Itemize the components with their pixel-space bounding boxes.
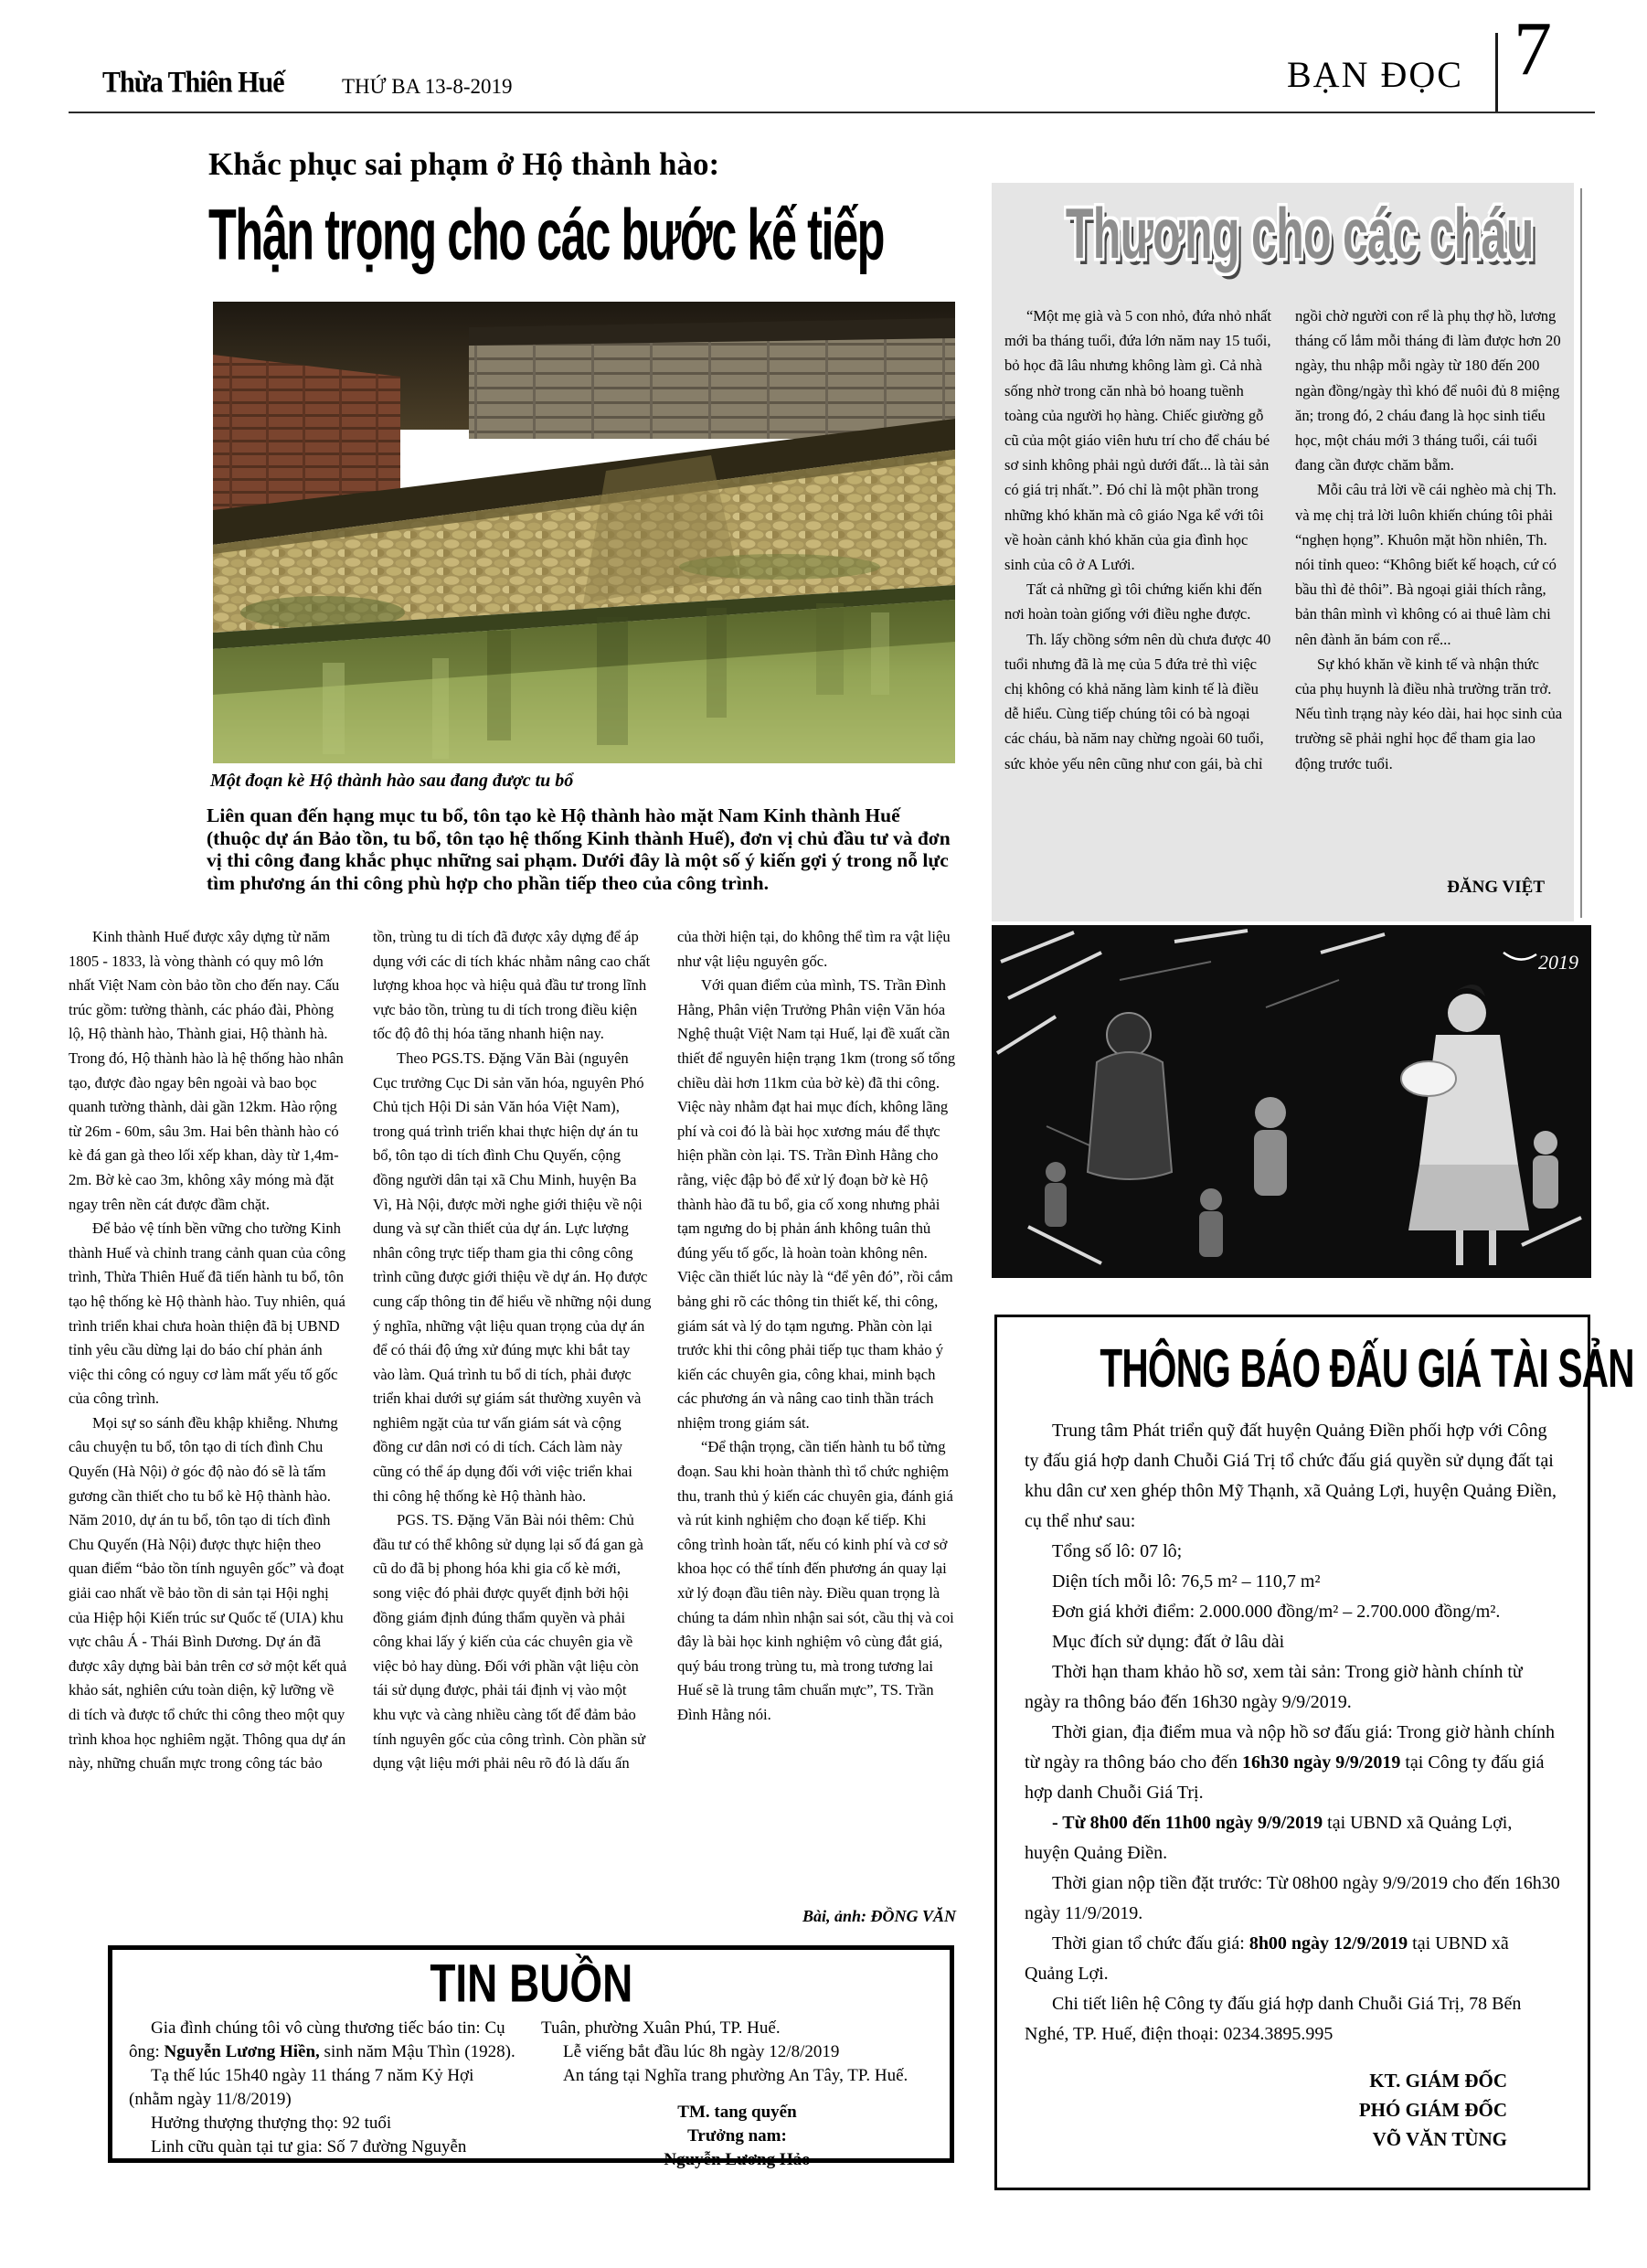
signature-line: Nguyễn Lương Hảo <box>664 2150 811 2169</box>
obituary-signature-block <box>541 2101 933 2172</box>
auction-signature-block <box>1025 2066 1560 2154</box>
signature-line: PHÓ GIÁM ĐỐC <box>1358 2099 1507 2121</box>
article-byline: Bài, ảnh: ĐỒNG VĂN <box>802 1907 956 1925</box>
article-lead: Liên quan đến hạng mục tu bổ, tôn tạo kè Hộ thành hào mặt Nam Kinh thành Huế (thuộc dự án Bảo tồn, tu bổ, tôn tạo hệ thống Kinh thành Huế), đơn vị chủ đầu tư và đơn vị thi công đang khắc phục những sai phạm. Dưới đây là một số ý kiến gợi ý trong nỗ lực tìm phương án thi công phù hợp cho phần tiếp theo của công trình. <box>207 804 951 894</box>
body-paragraph: Theo PGS.TS. Đặng Văn Bài (nguyên Cục trưởng Cục Di sản văn hóa, nguyên Phó Chủ tịch Hội Di sản Văn hóa Việt Nam), trong quá trình triển khai thực hiện dự án tu bổ, tôn tạo di tích đình Chu Quyến, cộng đồng người dân tại xã Chu Minh, huyện Ba Vì, Hà Nội, được mời nghe giới thiệu về nội dung và sự cần thiết của dự án. Lực lượng nhân công trực tiếp tham gia thi công công trình cũng được giới thiệu về dự án. Họ được cung cấp thông tin để hiểu về những nội dung ý nghĩa, những vật liệu quan trọng của dự án để có thái độ ứng xử đúng mực khi bắt tay vào làm. Quá trình tu bổ di tích, phải được triển khai dưới sự giám sát thường xuyên và nghiêm ngặt của tư vấn giám sát và cộng đồng cư dân nơi có di tích. Cách làm này cũng có thể áp dụng đối với việc triển khai thi công hệ thống kè Hộ thành hào. <box>373 1049 652 1505</box>
illustration-year-mark: 2019 <box>1538 951 1578 974</box>
obituary-columns <box>129 2017 933 2172</box>
body-paragraph: PGS. TS. Đặng Văn Bài nói thêm: Chủ đầu tư có thể không sử dụng lại số đá gan gà cũ do đã bị phong hóa khi gia cố kè mới, song việc đó phải được quyết định bởi hội đồng giám định đúng thẩm quyền và phải công khai lấy ý kiến của các chuyên gia về việc bỏ hay dùng. Đối với phần vật liệu còn tái sử dụng được, phải tái định vị vào một khu vực và càng nhiều càng tốt để đảm bảo tính nguyên gốc của công trình. Còn phần sử dụng vật liệu mới phải nêu rõ đó là dấu ấn của thời hiện tại, do không thể tìm ra vật liệu như vật liệu nguyên gốc. <box>373 928 951 1773</box>
signature-line: Trưởng nam: <box>687 2126 787 2146</box>
obituary-title <box>129 1952 933 2014</box>
obituary-paragraph: Tuân, phường Xuân Phú, TP. Huế. <box>541 2018 781 2038</box>
header-divider-bar <box>1495 33 1498 113</box>
auction-paragraph: Trung tâm Phát triển quỹ đất huyện Quảng Điền phối hợp với Công ty đấu giá hợp danh Chuỗi Giá Trị tổ chức đấu giá quyền sử dụng đất tại khu dân cư xen ghép thôn Mỹ Thạnh, xã Quảng Lợi, huyện Quảng Điền, cụ thể như sau: <box>1025 1421 1557 1531</box>
auction-paragraph: Thời gian, địa điểm mua và nộp hồ sơ đấu giá: Trong giờ hành chính từ ngày ra thông báo cho đến 16h30 ngày 9/9/2019 tại Công ty đấu giá hợp danh Chuỗi Giá Trị. <box>1025 1722 1555 1803</box>
obituary-paragraph: Linh cữu quàn tại tư gia: Số 7 đường Nguyễn <box>151 2137 467 2156</box>
signature-line: VÕ VĂN TÙNG <box>1372 2128 1507 2150</box>
illustration <box>992 925 1591 1278</box>
auction-paragraph: Diện tích mỗi lô: 76,5 m² – 110,7 m² <box>1052 1571 1321 1592</box>
auction-paragraph: - Từ 8h00 đến 11h00 ngày 9/9/2019 tại UBND xã Quảng Lợi, huyện Quảng Điền. <box>1025 1813 1513 1863</box>
issue-date: THỨ BA 13-8-2019 <box>342 75 513 98</box>
auction-paragraph: Thời hạn tham khảo hồ sơ, xem tài sản: Trong giờ hành chính từ ngày ra thông báo đến 16h30 ngày 9/9/2019. <box>1025 1662 1523 1712</box>
auction-paragraph: Chi tiết liên hệ Công ty đấu giá hợp danh Chuỗi Giá Trị, 78 Bến Nghé, TP. Huế, điện thoại: 0234.3895.995 <box>1025 1994 1522 2044</box>
article-headline-text: Thận trọng cho các bước kế tiếp <box>208 195 885 275</box>
reader-letter-headline <box>992 192 1574 273</box>
masthead-logo: Thừa Thiên Huế <box>102 66 284 100</box>
signature-line: KT. GIÁM ĐỐC <box>1369 2070 1507 2092</box>
obituary-box <box>108 1945 954 2169</box>
letter-paragraph: Mỗi câu trả lời về cái nghèo mà chị Th. và mẹ chị trả lời luôn khiến chúng tôi phải “nghẹn họng”. Khuôn mặt hồn nhiên, Th. nói tỉnh queo: “Không biết kế hoạch, cứ có bầu thì đẻ thôi”. Bà ngoại giải thích rằng, bản thân mình vì không có ai thuê làm chi nên đành ăn bám con rể... <box>1295 481 1557 648</box>
obituary-title-text: TIN BUỒN <box>430 1953 632 2014</box>
illustration-drawing <box>992 925 1591 1278</box>
obituary-right-column <box>541 2017 933 2172</box>
signature-line: TM. tang quyến <box>677 2103 797 2122</box>
auction-paragraph: Thời gian tổ chức đấu giá: 8h00 ngày 12/9/2019 tại UBND xã Quảng Lợi. <box>1025 1933 1509 1984</box>
auction-paragraph: Tổng số lô: 07 lô; <box>1052 1541 1183 1561</box>
auction-notice-title <box>1025 1337 1634 1400</box>
letter-paragraph: Th. lấy chồng sớm nên dù chưa được 40 tuổi nhưng đã là mẹ của 5 đứa trẻ thì việc chị không có khả năng làm kinh tế là điều dễ hiểu. Cùng tiếp chúng tôi có bà ngoại các cháu, bà năm nay chừng ngoài 60 tuổi, sức khỏe yếu nên cũng như con gái, bà chỉ ngồi chờ người con rể là phụ thợ hồ, lương tháng cố lắm mỗi tháng đi làm được hơn 20 ngày, thu nhập mỗi ngày từ 180 đến 200 ngàn đồng/ngày thì khó để nuôi đủ 8 miệng ăn; trong đó, 2 cháu đang là học sinh tiểu học, một cháu mới 3 tháng tuổi, cái tuổi đang cần được chăm bẵm. <box>1004 307 1561 772</box>
auction-paragraph: Thời gian nộp tiền đặt trước: Từ 08h00 ngày 9/9/2019 cho đến 16h30 ngày 11/9/2019. <box>1025 1873 1560 1923</box>
reader-letter-headline-text: Thương cho các cháu <box>1065 193 1534 273</box>
article-body <box>69 925 956 1909</box>
photo-caption: Một đoạn kè Hộ thành hào sau đang được tu bổ <box>210 771 574 791</box>
header-rule <box>69 112 1595 113</box>
obituary-paragraph: Hưởng thượng thượng thọ: 92 tuổi <box>151 2114 392 2133</box>
letter-paragraph: Tất cả những gì tôi chứng kiến khi đến nơi hoàn toàn giống với điều nghe được. <box>1004 580 1262 623</box>
reader-letter-body <box>1004 303 1564 870</box>
auction-notice-title-text: THÔNG BÁO ĐẤU GIÁ TÀI SẢN <box>1100 1338 1634 1400</box>
obituary-paragraph: An táng tại Nghĩa trang phường An Tây, TP. Huế. <box>563 2066 909 2085</box>
letter-paragraph: Sự khó khăn về kinh tế và nhận thức của phụ huynh là điều nhà trường trăn trở. Nếu tình trạng này kéo dài, hai học sinh của trường sẽ phải nghỉ học để tham gia lao động trước tuổi. <box>1295 655 1563 772</box>
column-rule <box>1580 188 1582 918</box>
section-title: BẠN ĐỌC <box>1287 54 1463 95</box>
body-paragraph: Mọi sự so sánh đều khập khiễng. Nhưng câu chuyện tu bổ, tôn tạo di tích đình Chu Quyến (Hà Nội) ở góc độ nào đó sẽ là tấm gương cần thiết cho tu bổ kè Hộ thành hào. Năm 2010, dự án tu bổ, tôn tạo di tích đình Chu Quyến (Hà Nội) được thực hiện theo quan điểm “bảo tồn tính nguyên gốc” và đoạt giải cao nhất về bảo tồn di sản tại Hội nghị của Hiệp hội Kiến trúc sư Quốc tế (UIA) khu vực châu Á - Thái Bình Dương. Dự án đã được xây dựng bài bản trên cơ sở một kết quả khảo sát, nghiên cứu toàn diện, kỹ lưỡng về di tích và được tổ chức thi công theo một quy trình khoa học nghiêm ngặt. Thông qua dự án này, những chuẩn mực trong công tác bảo tồn, trùng tu di tích đã được xây dựng để áp dụng với các di tích khác nhằm nâng cao chất lượng khoa học và hiệu quả đầu tư trong lĩnh vực bảo tồn, trùng tu di tích trong điều kiện tốc độ đô thị hóa tăng nhanh hiện nay. <box>69 928 651 1773</box>
obituary-paragraph: Gia đình chúng tôi vô cùng thương tiếc báo tin: Cụ ông: Nguyễn Lương Hiền, sinh năm Mậu Thìn (1928). <box>129 2018 515 2061</box>
article-headline <box>208 194 958 275</box>
moat-photo-image <box>213 302 955 763</box>
letter-paragraph: “Một mẹ già và 5 con nhỏ, đứa nhỏ nhất mới ba tháng tuổi, đứa lớn năm nay 15 tuổi, bỏ học đã lâu nhưng không làm gì. Cả nhà sống nhờ trong căn nhà bỏ hoang tuềnh toàng của người họ hàng. Chiếc giường gỗ cũ của một giáo viên hưu trí cho để cháu bé sơ sinh không phải ngủ dưới đất... là tài sản có giá trị nhất.”. Đó chỉ là một phần trong những khó khăn mà cô giáo Nga kể với tôi về hoàn cảnh khó khăn của gia đình học sinh của cô ở A Lưới. <box>1004 307 1271 574</box>
auction-paragraph: Đơn giá khởi điểm: 2.000.000 đồng/m² – 2.700.000 đồng/m². <box>1052 1602 1501 1622</box>
body-paragraph: Để bảo vệ tính bền vững cho tường Kinh thành Huế và chỉnh trang cảnh quan của công trình, Thừa Thiên Huế đã tiến hành tu bổ, tôn tạo hệ thống kè Hộ thành hào. Tuy nhiên, quá trình triển khai chưa hoàn thiện đã bị UBND tỉnh yêu cầu dừng lại do báo chí phản ánh việc thi công có nguy cơ làm mất yếu tố gốc của công trình. <box>69 1219 346 1408</box>
reader-letter-byline: ĐĂNG VIỆT <box>1447 878 1545 897</box>
obituary-paragraph: Tạ thế lúc 15h40 ngày 11 tháng 7 năm Kỷ Hợi (nhằm ngày 11/8/2019) <box>129 2066 474 2109</box>
body-paragraph: Với quan điểm của mình, TS. Trần Đình Hằng, Phân viện Trưởng Phân viện Văn hóa Nghệ thuật Việt Nam tại Huế, lại đề xuất cần thiết để nguyên hiện trạng 1km (trong số tổng chiều dài hơn 11km của bờ kè) đã thi công. Việc này nhằm đạt hai mục đích, không lãng phí và coi đó là bài học xương máu để thực hiện phần còn lại. TS. Trần Đình Hằng cho rằng, việc đập bỏ để xử lý đoạn bờ kè Hộ thành hào đã tu bổ, gia cố xong nhưng phải tạm ngưng do bị phản ánh không tuân thủ đúng yếu tố gốc, là hoàn toàn không nên. Việc cần thiết lúc này là “để yên đó”, rồi cắm bảng ghi rõ các thông tin thiết kế, thi công, giám sát và lý do tạm ngưng. Phần còn lại trước khi thi công phải tiếp tục tham khảo ý kiến các chuyên gia, công khai, minh bạch các phương án và nâng cao tinh thần trách nhiệm trong giám sát. <box>677 976 956 1432</box>
article-kicker: Khắc phục sai phạm ở Hộ thành hào: <box>208 146 720 182</box>
body-paragraph: “Để thận trọng, cần tiến hành tu bổ từng đoạn. Sau khi hoàn thành thì tổ chức nghiệm thu, tranh thủ ý kiến các chuyên gia, đánh giá và rút kinh nghiệm cho đoạn kế tiếp. Khi công trình hoàn tất, nếu có kinh phí và cơ sở khoa học có thể tính đến phương án quay lại xử lý đoạn đầu tiên này. Điều quan trọng là chúng ta dám nhìn nhận sai sót, cầu thị và coi đây là bài học kinh nghiệm vô cùng đắt giá, quý báu trong trùng tu, mà trong tương lai Huế sẽ là trung tâm chuẩn mực”, TS. Trần Đình Hằng nói. <box>677 1438 954 1723</box>
body-paragraph: Kinh thành Huế được xây dựng từ năm 1805 - 1833, là vòng thành có quy mô lớn nhất Việt Nam còn bảo tồn cho đến nay. Cấu trúc gồm: tường thành, các pháo đài, Phòng lộ, Hộ thành hào, Thành giai, Hộ thành hà. Trong đó, Hộ thành hào là hệ thống hào nhân tạo, được đào ngay bên ngoài và bao bọc quanh tường thành, dài gần 12km. Hào rộng từ 26m - 60m, sâu 3m. Hai bên thành hào có kè đá gan gà theo lối xếp khan, dày từ 1,4m-2m. Bờ kè cao 3m, không xây móng mà đặt ngay trên nền cát được đầm chặt. <box>69 928 344 1213</box>
obituary-paragraph: Lễ viếng bắt đầu lúc 8h ngày 12/8/2019 <box>563 2042 840 2061</box>
page-number: 7 <box>1514 6 1552 91</box>
auction-paragraph: Mục đích sử dụng: đất ở lâu dài <box>1052 1632 1285 1652</box>
moat-photo <box>213 302 955 763</box>
auction-notice-box <box>994 1315 1634 2190</box>
obituary-left-column <box>129 2017 521 2172</box>
